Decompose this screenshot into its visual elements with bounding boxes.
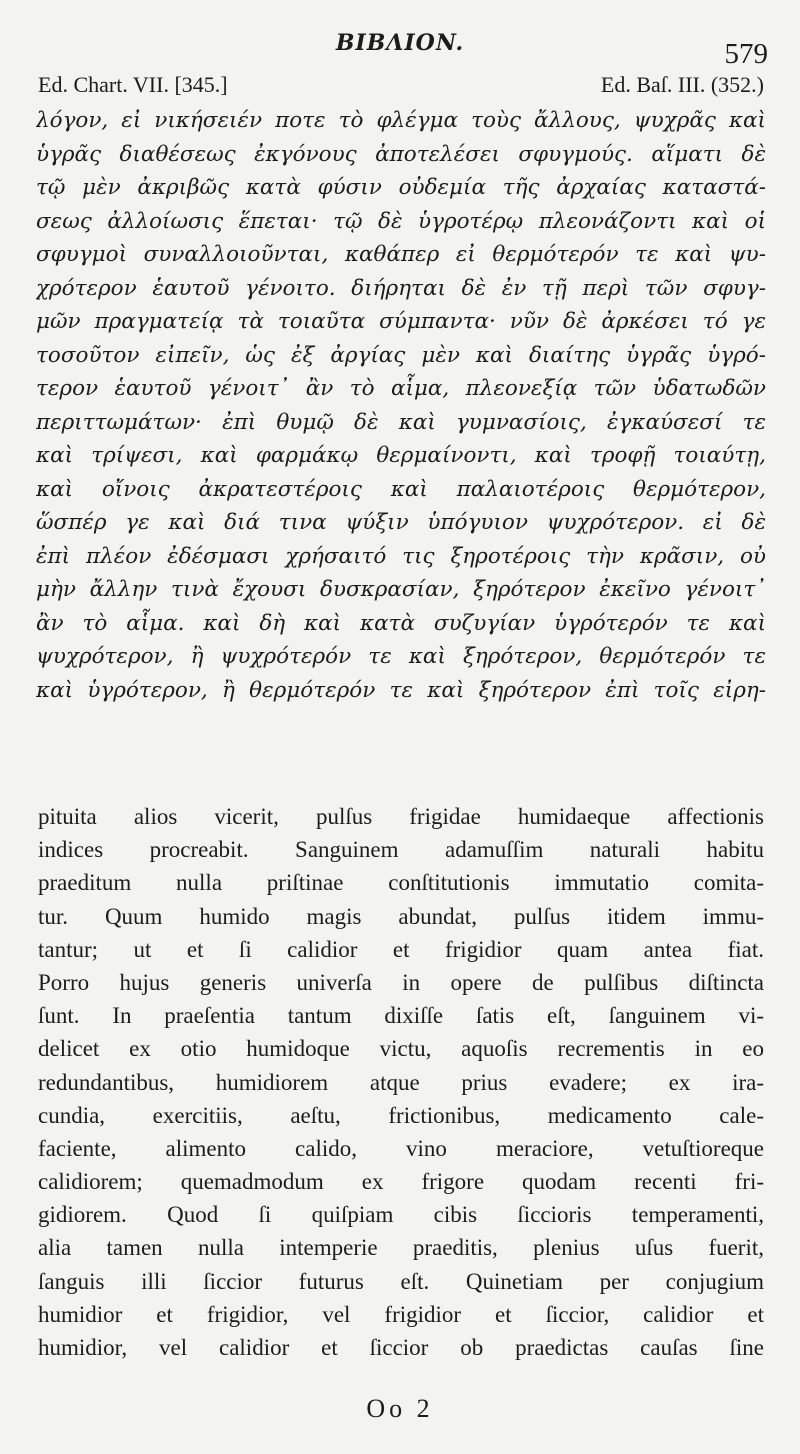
page-number: 579: [724, 38, 768, 70]
latin-line: ſanguis illi ſiccior futurus eſt. Quinetiam per conjugium: [38, 1268, 764, 1294]
latin-line: humidior, vel calidior et ſiccior ob praedictas cauſas ſine: [38, 1335, 764, 1360]
greek-text-block: [36, 104, 766, 707]
greek-line: τερον ἑαυτοῦ γένοιτ᾽ ἂν τὸ αἷμα, πλεονεξίᾳ τῶν ὑδατωδῶν: [36, 376, 766, 401]
greek-line: καὶ τρίψεσι, καὶ φαρμάκῳ θερμαίνοντι, καὶ τροφῇ τοιαύτῃ,: [36, 443, 766, 468]
latin-line: cundia, exercitiis, aeſtu, frictionibus, medicamento cale-: [38, 1102, 764, 1128]
latin-line: tur. Quum humido magis abundat, pulſus itidem immu-: [38, 903, 764, 929]
latin-line: ſunt. In praeſentia tantum dixiſſe ſatis eſt, ſanguinem vi-: [38, 1003, 764, 1029]
edition-references: [38, 72, 764, 102]
greek-line: ὑγρᾶς διαθέσεως ἐκγόνους ἀποτελέσει σφυγμούς. αἵματι δὲ: [36, 141, 766, 167]
running-head: BIBΛION.: [335, 30, 465, 56]
greek-line: σφυγμοὶ συναλλοιοῦνται, καθάπερ εἰ θερμότερόν τε καὶ ψυ-: [36, 242, 766, 267]
greek-line: καὶ ὑγρότερον, ἢ θερμότερόν τε καὶ ξηρότερον ἐπὶ τοῖς εἰρη-: [36, 677, 766, 703]
greek-line: λόγον, εἰ νικήσειέν ποτε τὸ φλέγμα τοὺς ἄλλους, ψυχρᾶς καὶ: [36, 108, 766, 133]
latin-line: calidiorem; quemadmodum ex frigore quodam recenti fri-: [38, 1169, 764, 1195]
greek-line: τοσοῦτον εἰπεῖν, ὡς ἐξ ἀργίας μὲν καὶ διαίτης ὑγρᾶς ὑγρό-: [36, 342, 766, 368]
greek-line: τῷ μὲν ἀκριβῶς κατὰ φύσιν οὐδεμία τῆς ἀρχαίας καταστά-: [36, 175, 766, 200]
greek-line: μὴν ἄλλην τινὰ ἔχουσι δυσκρασίαν, ξηρότερον ἐκεῖνο γένοιτ᾽: [36, 577, 766, 602]
latin-line: gidiorem. Quod ſi quiſpiam cibis ſiccioris temperamenti,: [38, 1202, 764, 1228]
greek-line: ψυχρότερον, ἢ ψυχρότερόν τε καὶ ξηρότερον, θερμότερόν τε: [36, 644, 766, 669]
printer-signature: Oo 2: [366, 1394, 434, 1423]
latin-line: praeditum nulla priſtinae conſtitutionis immutatio comita-: [38, 870, 764, 896]
edition-basel: Ed. Baſ. III. (352.): [600, 72, 764, 97]
greek-line: σεως ἀλλοίωσις ἕπεται· τῷ δὲ ὑγροτέρῳ πλεονάζοντι καὶ οἱ: [36, 208, 766, 234]
latin-line: Porro hujus generis univerſa in opere de pulſibus diſtincta: [38, 969, 764, 995]
latin-text-block: [38, 800, 764, 1364]
latin-line: faciente, alimento calido, vino meraciore, vetuſtioreque: [38, 1135, 764, 1161]
latin-line: alia tamen nulla intemperie praeditis, plenius uſus fuerit,: [38, 1235, 764, 1261]
greek-line: ἐπὶ πλέον ἐδέσμασι χρήσαιτό τις ξηροτέροις τὴν κρᾶσιν, οὐ: [36, 543, 766, 569]
greek-line: περιττωμάτων· ἐπὶ θυμῷ δὲ καὶ γυμνασίοις, ἐγκαύσεσί τε: [36, 409, 766, 435]
greek-line: μῶν πραγματείᾳ τὰ τοιαῦτα σύμπαντα· νῦν δὲ ἀρκέσει τό γε: [36, 309, 766, 334]
latin-line: pituita alios vicerit, pulſus frigidae humidaeque affectionis: [38, 804, 764, 829]
latin-line: humidior et frigidior, vel frigidior et ſiccior, calidior et: [38, 1301, 764, 1327]
edition-chartier: Ed. Chart. VII. [345.]: [38, 72, 228, 97]
latin-line: tantur; ut et ſi calidior et frigidior quam antea fiat.: [38, 936, 764, 962]
greek-line: χρότερον ἑαυτοῦ γένοιτο. διήρηται δὲ ἐν τῇ περὶ τῶν σφυγ-: [36, 275, 766, 301]
greek-line: καὶ οἴνοις ἀκρατεστέροις καὶ παλαιοτέροις θερμότερον,: [36, 476, 766, 502]
latin-line: indices procreabit. Sanguinem adamuſſim naturali habitu: [38, 837, 764, 863]
latin-line: redundantibus, humidiorem atque prius evadere; ex ira-: [38, 1069, 764, 1095]
latin-line: delicet ex otio humidoque victu, aquoſis recrementis in eo: [38, 1036, 764, 1062]
greek-line: ὥσπέρ γε καὶ διά τινα ψύξιν ὑπόγυιον ψυχρότερον. εἰ δὲ: [36, 510, 766, 535]
greek-line: ἂν τὸ αἷμα. καὶ δὴ καὶ κατὰ συζυγίαν ὑγρότερόν τε καὶ: [36, 610, 766, 636]
